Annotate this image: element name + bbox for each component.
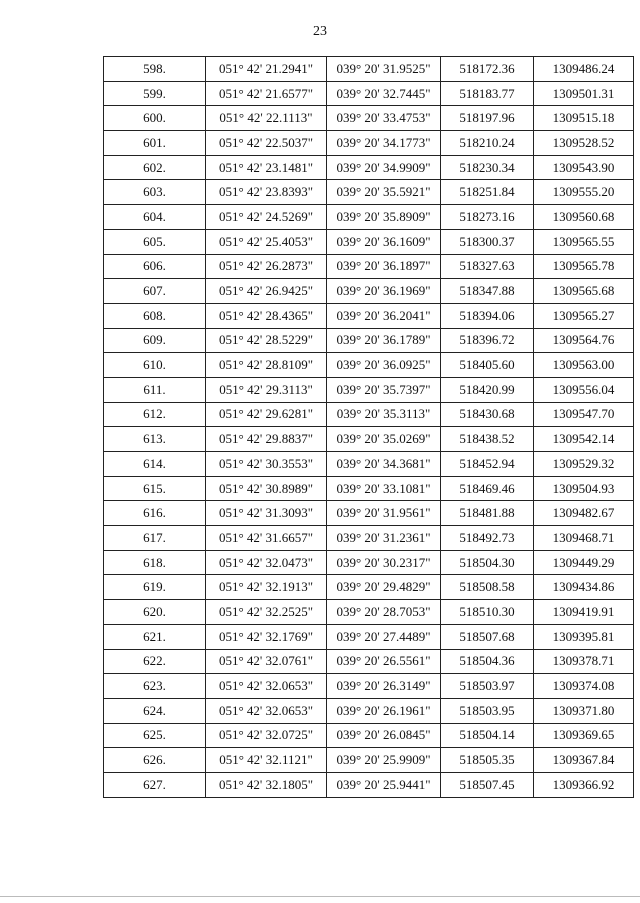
longitude-cell: 039° 20' 25.9909" [327,748,441,773]
latitude-cell: 051° 42' 26.2873" [206,254,327,279]
latitude-cell: 051° 42' 30.3553" [206,452,327,477]
latitude-cell: 051° 42' 32.0653" [206,698,327,723]
table-row [104,723,634,748]
point-number-cell: 615. [104,476,206,501]
latitude-cell: 051° 42' 32.1121" [206,748,327,773]
x-coordinate-cell: 518452.94 [441,452,534,477]
point-number-cell: 602. [104,155,206,180]
longitude-cell: 039° 20' 26.3149" [327,674,441,699]
y-coordinate-cell: 1309565.27 [534,303,634,328]
longitude-cell: 039° 20' 34.3681" [327,452,441,477]
x-coordinate-cell: 518172.36 [441,57,534,82]
point-number-cell: 618. [104,550,206,575]
longitude-cell: 039° 20' 36.1969" [327,279,441,304]
x-coordinate-cell: 518504.14 [441,723,534,748]
longitude-cell: 039° 20' 33.4753" [327,106,441,131]
latitude-cell: 051° 42' 32.1769" [206,624,327,649]
longitude-cell: 039° 20' 36.0925" [327,353,441,378]
longitude-cell: 039° 20' 35.3113" [327,402,441,427]
x-coordinate-cell: 518394.06 [441,303,534,328]
latitude-cell: 051° 42' 21.6577" [206,81,327,106]
latitude-cell: 051° 42' 26.9425" [206,279,327,304]
latitude-cell: 051° 42' 32.0473" [206,550,327,575]
table-row [104,600,634,625]
latitude-cell: 051° 42' 22.5037" [206,131,327,156]
latitude-cell: 051° 42' 22.1113" [206,106,327,131]
table-row [104,452,634,477]
point-number-cell: 623. [104,674,206,699]
coordinates-table [103,56,634,798]
table-row [104,106,634,131]
point-number-cell: 603. [104,180,206,205]
x-coordinate-cell: 518210.24 [441,131,534,156]
y-coordinate-cell: 1309395.81 [534,624,634,649]
x-coordinate-cell: 518503.95 [441,698,534,723]
x-coordinate-cell: 518430.68 [441,402,534,427]
y-coordinate-cell: 1309515.18 [534,106,634,131]
y-coordinate-cell: 1309371.80 [534,698,634,723]
x-coordinate-cell: 518396.72 [441,328,534,353]
x-coordinate-cell: 518504.30 [441,550,534,575]
table-row [104,328,634,353]
x-coordinate-cell: 518469.46 [441,476,534,501]
x-coordinate-cell: 518251.84 [441,180,534,205]
y-coordinate-cell: 1309564.76 [534,328,634,353]
table-row [104,377,634,402]
table-row [104,476,634,501]
point-number-cell: 625. [104,723,206,748]
y-coordinate-cell: 1309369.65 [534,723,634,748]
point-number-cell: 598. [104,57,206,82]
y-coordinate-cell: 1309486.24 [534,57,634,82]
x-coordinate-cell: 518505.35 [441,748,534,773]
longitude-cell: 039° 20' 26.0845" [327,723,441,748]
table-row [104,748,634,773]
y-coordinate-cell: 1309449.29 [534,550,634,575]
longitude-cell: 039° 20' 35.8909" [327,205,441,230]
point-number-cell: 605. [104,229,206,254]
latitude-cell: 051° 42' 28.8109" [206,353,327,378]
latitude-cell: 051° 42' 24.5269" [206,205,327,230]
table-row [104,180,634,205]
latitude-cell: 051° 42' 25.4053" [206,229,327,254]
x-coordinate-cell: 518508.58 [441,575,534,600]
x-coordinate-cell: 518300.37 [441,229,534,254]
latitude-cell: 051° 42' 32.1913" [206,575,327,600]
longitude-cell: 039° 20' 31.9525" [327,57,441,82]
y-coordinate-cell: 1309556.04 [534,377,634,402]
table-row [104,674,634,699]
y-coordinate-cell: 1309528.52 [534,131,634,156]
point-number-cell: 617. [104,526,206,551]
x-coordinate-cell: 518510.30 [441,600,534,625]
point-number-cell: 610. [104,353,206,378]
point-number-cell: 600. [104,106,206,131]
longitude-cell: 039° 20' 35.7397" [327,377,441,402]
x-coordinate-cell: 518492.73 [441,526,534,551]
x-coordinate-cell: 518507.68 [441,624,534,649]
y-coordinate-cell: 1309563.00 [534,353,634,378]
point-number-cell: 601. [104,131,206,156]
latitude-cell: 051° 42' 31.6657" [206,526,327,551]
table-row [104,279,634,304]
longitude-cell: 039° 20' 26.5561" [327,649,441,674]
x-coordinate-cell: 518405.60 [441,353,534,378]
page-number: 23 [313,24,327,39]
point-number-cell: 614. [104,452,206,477]
latitude-cell: 051° 42' 31.3093" [206,501,327,526]
y-coordinate-cell: 1309504.93 [534,476,634,501]
latitude-cell: 051° 42' 29.6281" [206,402,327,427]
table-row [104,624,634,649]
latitude-cell: 051° 42' 30.8989" [206,476,327,501]
point-number-cell: 616. [104,501,206,526]
x-coordinate-cell: 518183.77 [441,81,534,106]
coordinates-table-body [104,57,634,798]
y-coordinate-cell: 1309542.14 [534,427,634,452]
point-number-cell: 608. [104,303,206,328]
point-number-cell: 604. [104,205,206,230]
point-number-cell: 626. [104,748,206,773]
x-coordinate-cell: 518481.88 [441,501,534,526]
longitude-cell: 039° 20' 35.0269" [327,427,441,452]
table-row [104,427,634,452]
point-number-cell: 619. [104,575,206,600]
table-row [104,526,634,551]
longitude-cell: 039° 20' 28.7053" [327,600,441,625]
table-row [104,131,634,156]
y-coordinate-cell: 1309378.71 [534,649,634,674]
latitude-cell: 051° 42' 32.0761" [206,649,327,674]
y-coordinate-cell: 1309565.55 [534,229,634,254]
table-row [104,698,634,723]
x-coordinate-cell: 518230.34 [441,155,534,180]
table-row [104,353,634,378]
table-row [104,402,634,427]
table-row [104,205,634,230]
latitude-cell: 051° 42' 32.0725" [206,723,327,748]
y-coordinate-cell: 1309468.71 [534,526,634,551]
longitude-cell: 039° 20' 35.5921" [327,180,441,205]
longitude-cell: 039° 20' 25.9441" [327,772,441,797]
latitude-cell: 051° 42' 32.1805" [206,772,327,797]
longitude-cell: 039° 20' 36.1789" [327,328,441,353]
x-coordinate-cell: 518273.16 [441,205,534,230]
point-number-cell: 606. [104,254,206,279]
x-coordinate-cell: 518327.63 [441,254,534,279]
longitude-cell: 039° 20' 36.1897" [327,254,441,279]
table-row [104,501,634,526]
latitude-cell: 051° 42' 32.0653" [206,674,327,699]
y-coordinate-cell: 1309366.92 [534,772,634,797]
table-row [104,155,634,180]
table-row [104,254,634,279]
y-coordinate-cell: 1309560.68 [534,205,634,230]
table-row [104,772,634,797]
point-number-cell: 627. [104,772,206,797]
point-number-cell: 611. [104,377,206,402]
longitude-cell: 039° 20' 31.9561" [327,501,441,526]
table-row [104,229,634,254]
x-coordinate-cell: 518197.96 [441,106,534,131]
y-coordinate-cell: 1309543.90 [534,155,634,180]
x-coordinate-cell: 518503.97 [441,674,534,699]
table-row [104,575,634,600]
point-number-cell: 620. [104,600,206,625]
y-coordinate-cell: 1309555.20 [534,180,634,205]
latitude-cell: 051° 42' 21.2941" [206,57,327,82]
point-number-cell: 607. [104,279,206,304]
longitude-cell: 039° 20' 31.2361" [327,526,441,551]
point-number-cell: 622. [104,649,206,674]
y-coordinate-cell: 1309501.31 [534,81,634,106]
point-number-cell: 599. [104,81,206,106]
longitude-cell: 039° 20' 34.9909" [327,155,441,180]
longitude-cell: 039° 20' 32.7445" [327,81,441,106]
y-coordinate-cell: 1309482.67 [534,501,634,526]
longitude-cell: 039° 20' 27.4489" [327,624,441,649]
x-coordinate-cell: 518420.99 [441,377,534,402]
latitude-cell: 051° 42' 28.5229" [206,328,327,353]
x-coordinate-cell: 518504.36 [441,649,534,674]
y-coordinate-cell: 1309434.86 [534,575,634,600]
longitude-cell: 039° 20' 36.2041" [327,303,441,328]
y-coordinate-cell: 1309565.78 [534,254,634,279]
longitude-cell: 039° 20' 33.1081" [327,476,441,501]
y-coordinate-cell: 1309367.84 [534,748,634,773]
longitude-cell: 039° 20' 29.4829" [327,575,441,600]
table-row [104,550,634,575]
page-bottom-divider [0,896,640,897]
latitude-cell: 051° 42' 28.4365" [206,303,327,328]
table-row [104,81,634,106]
point-number-cell: 612. [104,402,206,427]
y-coordinate-cell: 1309547.70 [534,402,634,427]
y-coordinate-cell: 1309374.08 [534,674,634,699]
latitude-cell: 051° 42' 23.8393" [206,180,327,205]
table-row [104,57,634,82]
x-coordinate-cell: 518507.45 [441,772,534,797]
latitude-cell: 051° 42' 32.2525" [206,600,327,625]
longitude-cell: 039° 20' 30.2317" [327,550,441,575]
longitude-cell: 039° 20' 26.1961" [327,698,441,723]
point-number-cell: 624. [104,698,206,723]
latitude-cell: 051° 42' 23.1481" [206,155,327,180]
longitude-cell: 039° 20' 34.1773" [327,131,441,156]
latitude-cell: 051° 42' 29.8837" [206,427,327,452]
point-number-cell: 613. [104,427,206,452]
y-coordinate-cell: 1309529.32 [534,452,634,477]
y-coordinate-cell: 1309565.68 [534,279,634,304]
table-row [104,649,634,674]
table-row [104,303,634,328]
point-number-cell: 609. [104,328,206,353]
x-coordinate-cell: 518438.52 [441,427,534,452]
latitude-cell: 051° 42' 29.3113" [206,377,327,402]
y-coordinate-cell: 1309419.91 [534,600,634,625]
x-coordinate-cell: 518347.88 [441,279,534,304]
point-number-cell: 621. [104,624,206,649]
longitude-cell: 039° 20' 36.1609" [327,229,441,254]
